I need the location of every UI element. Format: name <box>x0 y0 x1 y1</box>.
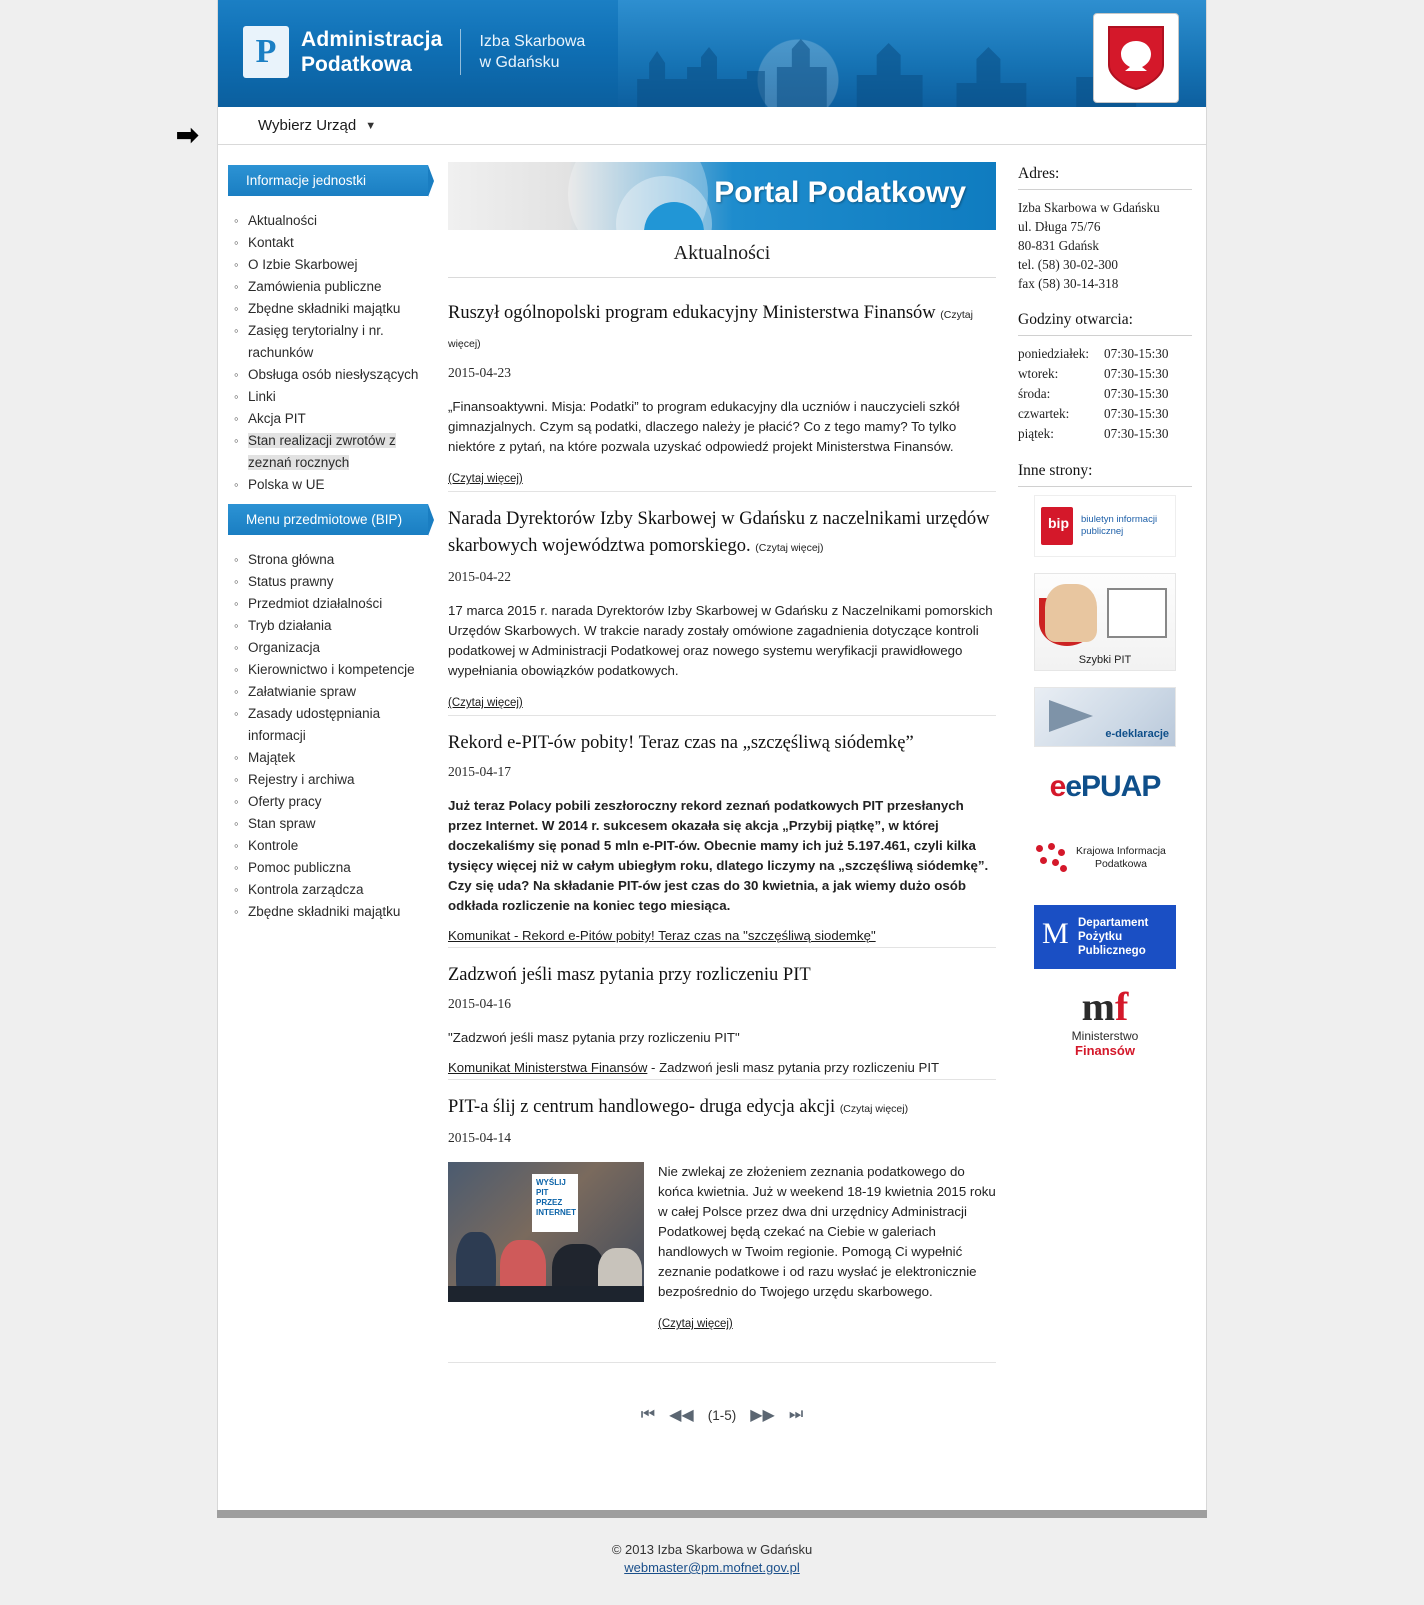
article-read-more[interactable]: (Czytaj więcej) <box>448 697 523 709</box>
sidebar-item-12[interactable] <box>232 813 428 835</box>
kip-label: Krajowa Informacja Podatkowa <box>1076 845 1166 870</box>
article <box>448 948 996 1080</box>
article-body: „Finansoaktywni. Misja: Podatki” to program edukacyjny dla uczniów i nauczycieli szkół gimnazjalnych. Czym są podatki, dlaczego należy je płacić? Co z tego mamy? To tylko niektóre z pytań, na które pozwala uzyskać odpowiedź projekt Ministerstwa Finansów. <box>448 399 960 454</box>
mf-monogram-icon: mf <box>1081 984 1129 1029</box>
sidebar-item-label: Zbędne składniki majątku <box>248 904 401 919</box>
office-selector-bar <box>218 107 1206 145</box>
sidebar-item-9[interactable] <box>232 408 428 430</box>
portal-banner <box>448 162 996 230</box>
bip-banner[interactable] <box>1034 495 1176 557</box>
szybki-pit-label: Szybki PIT <box>1078 654 1132 666</box>
sidebar-bip-list <box>218 549 434 923</box>
sidebar-item-13[interactable] <box>232 835 428 857</box>
sidebar-item-label: Przedmiot działalności <box>248 596 383 611</box>
address-block <box>1018 165 1192 293</box>
article-date: 2015-04-23 <box>448 365 511 380</box>
site-logo[interactable] <box>243 26 585 78</box>
article-link-line <box>448 928 996 943</box>
photo-table <box>448 1286 644 1302</box>
e-deklaracje-label: e-deklaracje <box>1105 728 1169 740</box>
sidebar-item-15[interactable] <box>232 879 428 901</box>
sidebar-item-1[interactable] <box>232 549 428 571</box>
sidebar-item-1[interactable] <box>232 210 428 232</box>
sidebar-item-2[interactable] <box>232 571 428 593</box>
eagle-shield-icon <box>1105 25 1167 91</box>
sidebar-unit-info-list <box>218 210 434 496</box>
departament-pozytku-publicznego-banner[interactable] <box>1034 905 1176 969</box>
article-title-text: Rekord e-PIT-ów pobity! Teraz czas na „szczęśliwą siódemkę” <box>448 733 914 753</box>
article-date: 2015-04-16 <box>448 996 511 1011</box>
dpp-monogram-icon: M <box>1042 917 1069 950</box>
sidebar-item-11[interactable] <box>232 474 428 496</box>
sidebar-item-label: Oferty pracy <box>248 794 322 809</box>
address-line: fax (58) 30-14-318 <box>1018 276 1119 291</box>
sidebar-item-6[interactable] <box>232 320 428 364</box>
sidebar-item-14[interactable] <box>232 857 428 879</box>
opening-hours-list <box>1018 344 1192 444</box>
footer-email-link[interactable]: webmaster@pm.mofnet.gov.pl <box>624 1560 800 1575</box>
opening-hours-block <box>1018 311 1192 444</box>
sidebar-section-unit-info-title: Informacje jednostki <box>228 165 428 196</box>
article-body: "Zadzwoń jeśli masz pytania przy rozliczeniu PIT" <box>448 1030 740 1045</box>
opening-hours-day: poniedziałek: <box>1018 346 1090 361</box>
opening-hours-time: 07:30-15:30 <box>1104 406 1169 421</box>
opening-hours-row <box>1018 384 1192 404</box>
sidebar-item-8[interactable] <box>232 703 428 747</box>
sidebar-item-4[interactable] <box>232 615 428 637</box>
sidebar-item-label: Obsługa osób niesłyszących <box>248 367 419 382</box>
photo-poster-text: WYŚLIJ PIT PRZEZ INTERNET <box>532 1174 578 1232</box>
article-title-text: Zadzwoń jeśli masz pytania przy rozliczeniu PIT <box>448 965 811 985</box>
article-title-text: PIT-a ślij z centrum handlowego- druga edycja akcji <box>448 1097 836 1117</box>
pager-next-button[interactable]: ▶▶ <box>750 1407 775 1424</box>
sidebar-item-label: Zasady udostępniania informacji <box>248 706 381 743</box>
article-read-more[interactable]: (Czytaj więcej) <box>448 473 523 485</box>
page-title: Aktualności <box>448 230 996 278</box>
opening-hours-time: 07:30-15:30 <box>1104 366 1169 381</box>
article-list <box>448 286 996 1336</box>
opening-hours-time: 07:30-15:30 <box>1104 426 1169 441</box>
brand-line-2: Podatkowa <box>301 53 412 76</box>
dots-icon <box>1034 843 1060 873</box>
sidebar-item-label: Organizacja <box>248 640 321 655</box>
sidebar-item-7[interactable] <box>232 364 428 386</box>
site-header-banner <box>218 0 1206 107</box>
article-body: 17 marca 2015 r. narada Dyrektorów Izby Skarbowej w Gdańsku z Naczelnikami pomorskich Urzędów Skarbowych. W trakcie narady zostały omówione zagadnienia dotyczące kontroli podatkowej w Administracji Podatkowej oraz nowego systemu weryfikacji prawidłowego wypełniania obowiązków podatkowych. <box>448 603 993 678</box>
article-title-text: Narada Dyrektorów Izby Skarbowej w Gdańsku z naczelnikami urzędów skarbowych województwa pomorskiego. <box>448 509 990 556</box>
address-lines <box>1018 198 1192 293</box>
article-date: 2015-04-14 <box>448 1130 511 1145</box>
unit-line-2: w Gdańsku <box>479 54 560 71</box>
sidebar-item-16[interactable] <box>232 901 428 923</box>
footer-divider <box>217 1510 1207 1518</box>
monitor-icon <box>1107 588 1167 638</box>
page-container <box>176 0 1207 1510</box>
dpp-label: Departament Pożytku Publicznego <box>1078 917 1149 957</box>
opening-hours-day: czwartek: <box>1018 406 1070 421</box>
select-office-dropdown[interactable] <box>258 117 376 134</box>
address-line: 80-831 Gdańsk <box>1018 238 1099 253</box>
sidebar-item-label: Aktualności <box>248 213 318 228</box>
sidebar-item-3[interactable] <box>232 593 428 615</box>
article-date: 2015-04-17 <box>448 764 511 779</box>
sidebar-item-label: Akcja PIT <box>248 411 306 426</box>
article-title-read-more[interactable]: (Czytaj więcej) <box>755 542 824 554</box>
sidebar-item-6[interactable] <box>232 659 428 681</box>
opening-hours-row <box>1018 404 1192 424</box>
opening-hours-time: 07:30-15:30 <box>1104 386 1169 401</box>
address-line: tel. (58) 30-02-300 <box>1018 257 1118 272</box>
brand-line-1: Administracja <box>301 28 443 51</box>
paper-plane-icon <box>1049 700 1093 732</box>
article-title-text: Ruszył ogólnopolski program edukacyjny Ministerstwa Finansów <box>448 303 936 323</box>
epuap-text: ePUAP <box>1065 770 1161 803</box>
sidebar-item-label: Linki <box>248 389 276 404</box>
sidebar-item-label: Zasięg terytorialny i nr. rachunków <box>248 323 384 360</box>
epuap-banner[interactable] <box>1034 763 1176 811</box>
sidebar-item-label: O Izbie Skarbowej <box>248 257 358 272</box>
e-deklaracje-banner[interactable] <box>1034 687 1176 747</box>
sidebar-item-label: Kontrola zarządcza <box>248 882 364 897</box>
sidebar-item-8[interactable] <box>232 386 428 408</box>
article-title[interactable] <box>448 962 996 989</box>
krajowa-informacja-podatkowa-banner[interactable] <box>1034 827 1176 889</box>
sidebar-item-4[interactable] <box>232 276 428 298</box>
footer-copyright: © 2013 Izba Skarbowa w Gdańsku <box>611 1542 813 1557</box>
address-line: ul. Długa 75/76 <box>1018 219 1101 234</box>
opening-hours-row <box>1018 364 1192 384</box>
unit-line-1: Izba Skarbowa <box>479 33 586 50</box>
sidebar-item-label: Załatwianie spraw <box>248 684 357 699</box>
pager-count-label: (1-5) <box>707 1407 737 1423</box>
sidebar-section-bip-title: Menu przedmiotowe (BIP) <box>228 504 428 535</box>
article-title-read-more[interactable]: (Czytaj więcej) <box>839 1103 909 1115</box>
article-with-image <box>448 1162 996 1332</box>
opening-hours-day: piątek: <box>1018 426 1054 441</box>
epuap-label: eePUAP <box>1049 770 1161 803</box>
sidebar-item-label: Majątek <box>248 750 296 765</box>
sidebar-item-label: Zbędne składniki majątku <box>248 301 401 316</box>
article <box>448 1080 996 1336</box>
right-sidebar <box>1010 145 1206 1089</box>
sidebar-item-5[interactable] <box>232 637 428 659</box>
portal-banner-title: Portal Podatkowy <box>714 176 966 209</box>
article <box>448 716 996 948</box>
content-columns <box>218 145 1206 1461</box>
opening-hours-row <box>1018 344 1192 364</box>
sidebar-item-label: Status prawny <box>248 574 334 589</box>
address-line: Izba Skarbowa w Gdańsku <box>1018 200 1160 215</box>
sidebar-item-10[interactable] <box>232 769 428 791</box>
sidebar-item-label: Pomoc publiczna <box>248 860 351 875</box>
ministerstwo-finansow-banner[interactable] <box>1034 985 1176 1071</box>
opening-hours-day: środa: <box>1018 386 1051 401</box>
article <box>448 492 996 716</box>
logo-mark-icon: P <box>243 26 289 78</box>
opening-hours-day: wtorek: <box>1018 366 1059 381</box>
bip-banner-label: biuletyn informacji publicznej <box>1081 514 1158 537</box>
article-date: 2015-04-22 <box>448 569 511 584</box>
footer <box>0 1518 1424 1605</box>
article-link-line <box>448 1060 996 1075</box>
sidebar-item-label: Strona główna <box>248 552 335 567</box>
address-title: Adres: <box>1018 165 1192 190</box>
sidebar-item-label: Stan realizacji zwrotów z zeznań rocznych <box>248 433 396 470</box>
article <box>448 286 996 492</box>
szybki-pit-banner[interactable] <box>1034 573 1176 671</box>
opening-hours-title: Godziny otwarcia: <box>1018 311 1192 336</box>
annotation-arrow-icon: ➡ <box>176 120 199 150</box>
main-content <box>434 145 1010 1461</box>
article-title[interactable] <box>448 730 996 757</box>
article-photo <box>448 1162 644 1302</box>
bip-logo-icon <box>1041 507 1073 545</box>
sidebar <box>218 145 434 931</box>
other-sites-block <box>1018 462 1192 1071</box>
sidebar-item-label: Polska w UE <box>248 477 325 492</box>
opening-hours-row <box>1018 424 1192 444</box>
sidebar-item-5[interactable] <box>232 298 428 320</box>
article-link[interactable]: Komunikat Ministerstwa Finansów <box>448 1060 648 1075</box>
sidebar-item-9[interactable] <box>232 747 428 769</box>
sidebar-item-10[interactable] <box>232 430 428 474</box>
mf-label-line1: Ministerstwo <box>1071 1029 1139 1043</box>
article-title[interactable] <box>448 1094 996 1123</box>
pager-first-button[interactable]: ⏮ <box>640 1406 656 1423</box>
sidebar-item-label: Kontakt <box>248 235 294 250</box>
sidebar-item-label: Kierownictwo i kompetencje <box>248 662 415 677</box>
article-body: Już teraz Polacy pobili zeszłoroczny rekord zeznań podatkowych PIT przesłanych przez Internet. W 2014 r. sukcesem okazała się akcja „Przybij piątkę”, w której doczekaliśmy się ponad 5 mln e-PIT-ów. Obecnie mamy ich już 5.197.461, czyli kilka tysięcy więcej niż w całym ubiegłym roku, dlatego liczymy na „szczęśliwą siódemkę”. Czy się uda? Na składanie PIT-ów jest czas do 30 kwietnia, a jak wiemy dużo osób odkłada rozliczenie na koniec tego miesiąca. <box>448 798 989 913</box>
sidebar-item-label: Zamówienia publiczne <box>248 279 382 294</box>
pager-prev-button[interactable]: ◀◀ <box>669 1407 694 1424</box>
sidebar-item-label: Rejestry i archiwa <box>248 772 355 787</box>
pager-last-button[interactable]: ⏭ <box>788 1406 804 1423</box>
select-office-label: Wybierz Urząd <box>258 117 357 134</box>
pagination <box>448 1362 996 1461</box>
polish-eagle-emblem-icon <box>1093 13 1179 103</box>
article-link[interactable]: Komunikat - Rekord e-Pitów pobity! Teraz czas na "szczęśliwą siodemkę" <box>448 928 876 943</box>
sidebar-item-label: Kontrole <box>248 838 299 853</box>
opening-hours-time: 07:30-15:30 <box>1104 346 1169 361</box>
sidebar-item-2[interactable] <box>232 232 428 254</box>
article-title-read-more[interactable]: (Czytaj więcej) <box>448 309 973 350</box>
sidebar-item-3[interactable] <box>232 254 428 276</box>
sidebar-item-label: Tryb działania <box>248 618 332 633</box>
sidebar-item-label: Stan spraw <box>248 816 316 831</box>
other-sites-title: Inne strony: <box>1018 462 1192 487</box>
logo-divider <box>460 29 461 75</box>
article-title[interactable] <box>448 300 996 358</box>
sidebar-item-11[interactable] <box>232 791 428 813</box>
mf-label-line2: Finansów <box>1075 1043 1135 1058</box>
hero-figure-icon <box>1045 584 1097 642</box>
article-title[interactable] <box>448 506 996 562</box>
article-read-more[interactable]: (Czytaj więcej) <box>658 1318 733 1330</box>
article-body: Nie zwlekaj ze złożeniem zeznania podatkowego do końca kwietnia. Już w weekend 18-19 kwietnia 2015 roku w całej Polsce przez dwa dni urzędnicy Administracji Podatkowej będą czekać na Ciebie w galeriach handlowych w Twoim regionie. Pomogą Ci wypełnić zeznanie podatkowe i od razu wysłać je elektronicznie bezpośrednio do Twojego urzędu skarbowego. <box>658 1164 996 1299</box>
chevron-down-icon: ▼ <box>365 119 377 132</box>
article-link-suffix: - Zadzwoń jesli masz pytania przy rozliczeniu PIT <box>647 1060 940 1075</box>
sidebar-item-7[interactable] <box>232 681 428 703</box>
